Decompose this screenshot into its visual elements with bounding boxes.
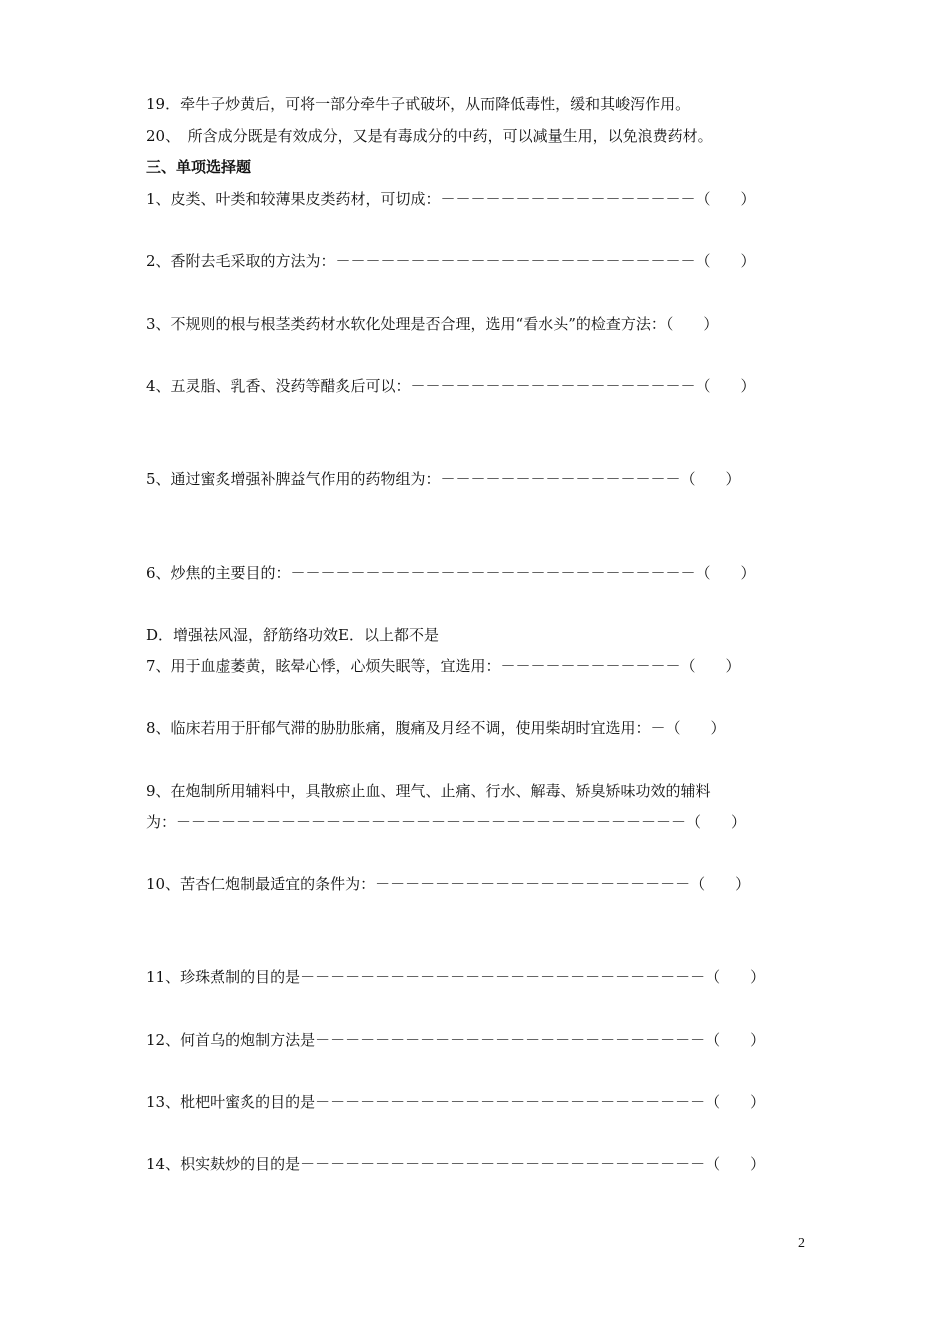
text-line: 12、何首乌的炮制方法是－－－－－－－－－－－－－－－－－－－－－－－－－－（ ） (146, 1031, 766, 1049)
text-line: 13、枇杷叶蜜炙的目的是－－－－－－－－－－－－－－－－－－－－－－－－－－（ ） (146, 1093, 766, 1111)
text-line: 11、珍珠煮制的目的是－－－－－－－－－－－－－－－－－－－－－－－－－－－（ ） (146, 968, 766, 986)
text-line: 8、临床若用于肝郁气滞的胁肋胀痛，腹痛及月经不调，使用柴胡时宜选用：－（ ） (146, 719, 726, 737)
text-line: D．增强祛风湿，舒筋络功效E．以上都不是 (146, 626, 439, 644)
page-number: 2 (798, 1236, 805, 1251)
text-line: 3、不规则的根与根茎类药材水软化处理是否合理，选用“看水头”的检查方法：（ ） (146, 315, 719, 333)
text-line: 7、用于血虚萎黄，眩晕心悸，心烦失眠等，宜选用：－－－－－－－－－－－－（ ） (146, 657, 741, 675)
text-line: 5、通过蜜炙增强补脾益气作用的药物组为：－－－－－－－－－－－－－－－－（ ） (146, 470, 741, 488)
text-line: 14、枳实麸炒的目的是－－－－－－－－－－－－－－－－－－－－－－－－－－－（ ） (146, 1155, 766, 1173)
text-line: 2、香附去毛采取的方法为：－－－－－－－－－－－－－－－－－－－－－－－－（ ） (146, 252, 756, 270)
text-line: 19．牵牛子炒黄后，可将一部分牵牛子甙破坏，从而降低毒性，缓和其峻泻作用。 (146, 95, 691, 113)
section-heading: 三、单项选择题 (146, 158, 252, 176)
text-line: 6、炒焦的主要目的：－－－－－－－－－－－－－－－－－－－－－－－－－－－（ ） (146, 564, 756, 582)
text-line: 20、 所含成分既是有效成分，又是有毒成分的中药，可以减量生用，以免浪费药材。 (146, 127, 713, 145)
text-line: 1、皮类、叶类和较薄果皮类药材，可切成：－－－－－－－－－－－－－－－－－（ ） (146, 190, 756, 208)
text-line: 10、苦杏仁炮制最适宜的条件为：－－－－－－－－－－－－－－－－－－－－－（ ） (146, 875, 751, 893)
text-line: 4、五灵脂、乳香、没药等醋炙后可以：－－－－－－－－－－－－－－－－－－－（ ） (146, 377, 756, 395)
text-line: 9、在炮制所用辅料中，具散瘀止血、理气、止痛、行水、解毒、矫臭矫味功效的辅料 (146, 782, 711, 800)
text-line: 为：－－－－－－－－－－－－－－－－－－－－－－－－－－－－－－－－－－（ ） (146, 813, 747, 831)
